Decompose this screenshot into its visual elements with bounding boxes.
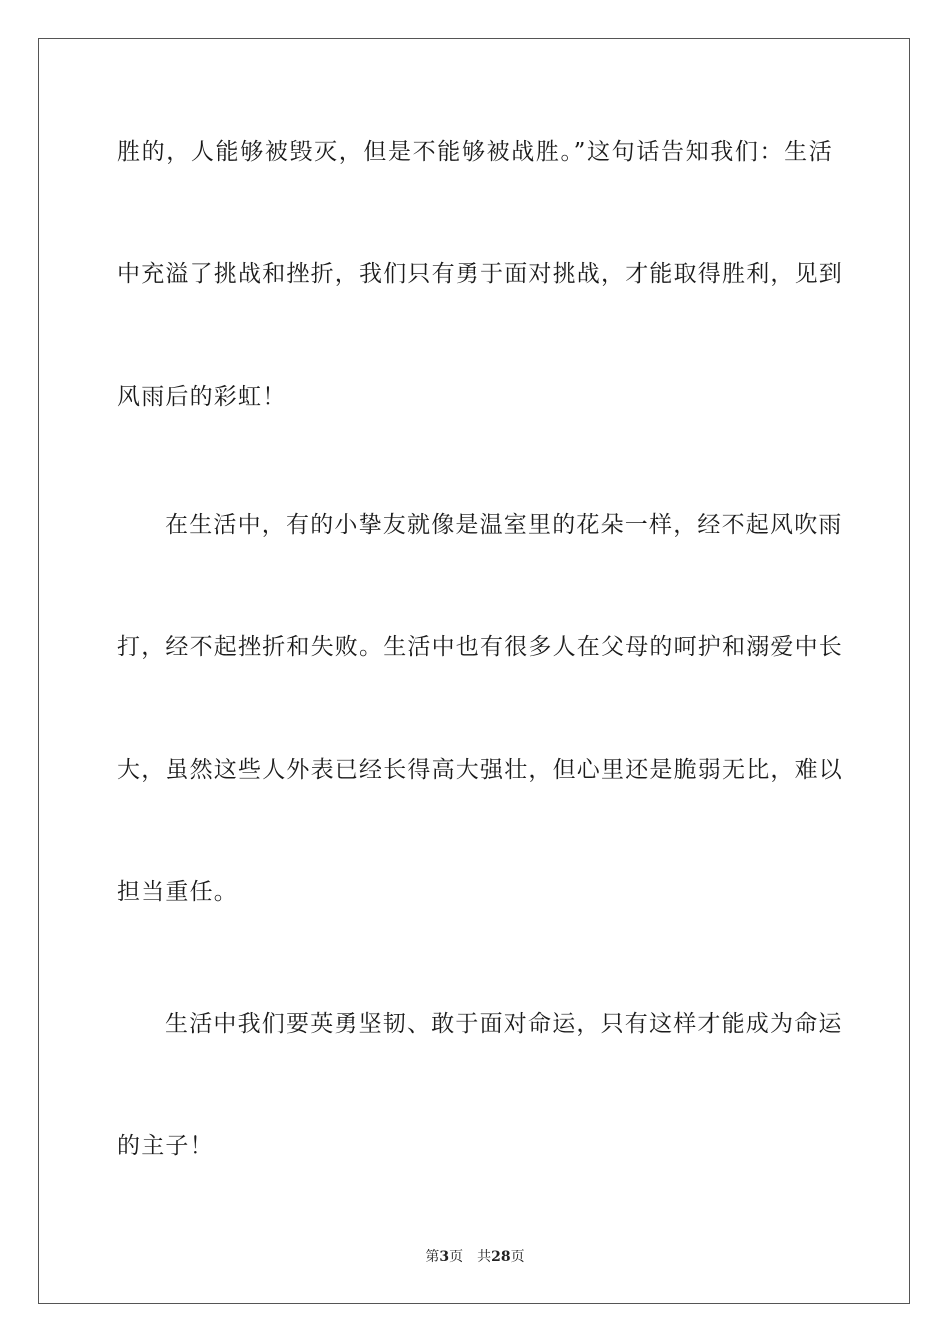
- paragraph-2-line-4: 担当重任。: [117, 879, 238, 905]
- page-number: 3: [439, 1249, 450, 1265]
- total-suffix: 页: [510, 1249, 525, 1265]
- page-footer: [0, 1248, 950, 1266]
- paragraph-1-line-1: 胜的，人能够被毁灭，但是不能够被战胜。”这句话告知我们：生活: [117, 139, 833, 165]
- paragraph-2-line-2: 打，经不起挫折和失败。生活中也有很多人在父母的呵护和溺爱中长: [117, 634, 843, 660]
- total-prefix: 共: [477, 1249, 492, 1265]
- paragraph-3-line-1: 生活中我们要英勇坚韧、敢于面对命运，只有这样才能成为命运: [165, 1011, 843, 1037]
- page-border: [38, 38, 910, 1304]
- paragraph-1-line-3: 风雨后的彩虹！: [117, 384, 287, 410]
- paragraph-2-line-1: 在生活中，有的小挚友就像是温室里的花朵一样，经不起风吹雨: [165, 512, 843, 538]
- paragraph-2-line-3: 大，虽然这些人外表已经长得高大强壮，但心里还是脆弱无比，难以: [117, 757, 843, 783]
- paragraph-1-line-2: 中充溢了挑战和挫折，我们只有勇于面对挑战，才能取得胜利，见到: [117, 261, 843, 287]
- page-suffix: 页: [449, 1249, 464, 1265]
- paragraph-3-line-2: 的主子！: [117, 1133, 214, 1159]
- page-prefix: 第: [425, 1249, 440, 1265]
- total-pages: 28: [491, 1249, 511, 1265]
